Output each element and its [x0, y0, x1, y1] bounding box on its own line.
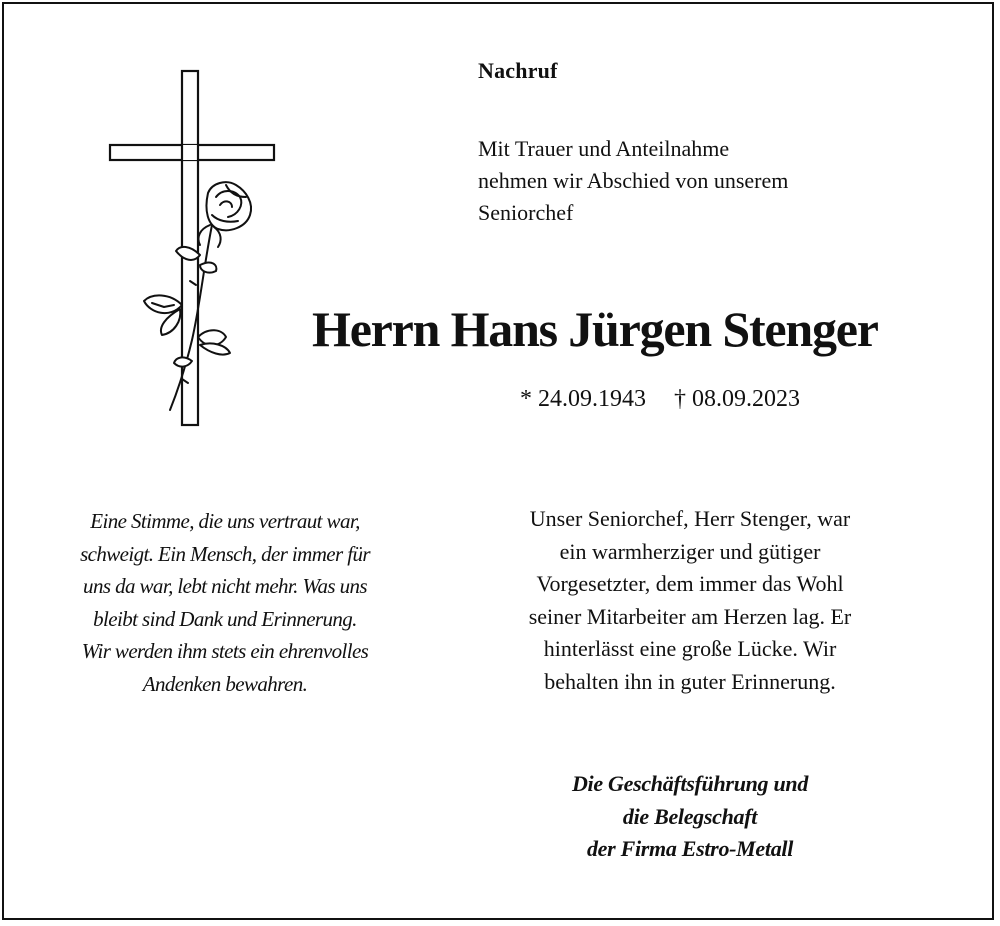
- poem-line: schweigt. Ein Mensch, der immer für: [80, 541, 370, 566]
- cross-with-rose-icon: [100, 65, 290, 435]
- tribute-line: hinterlässt eine große Lücke. Wir: [543, 636, 837, 661]
- life-dates: [520, 386, 800, 413]
- signature-block: [490, 768, 890, 866]
- intro-line: Mit Trauer und Anteilnahme: [478, 136, 730, 161]
- tribute-line: Vorgesetzter, dem immer das Wohl: [536, 571, 844, 596]
- poem-line: uns da war, lebt nicht mehr. Was uns: [83, 574, 367, 598]
- poem-line: Wir werden ihm stets ein ehrenvolles: [81, 639, 369, 663]
- poem-line: bleibt sind Dank und Erinnerung.: [93, 606, 357, 631]
- tribute-line: behalten ihn in guter Erinnerung.: [544, 668, 836, 694]
- tribute-line: ein warmherziger und gütiger: [559, 538, 821, 564]
- poem-line: Andenken bewahren.: [142, 671, 308, 696]
- intro-text: [478, 133, 858, 229]
- intro-line: Seniorchef: [478, 200, 574, 225]
- obituary-heading: Nachruf: [478, 58, 558, 83]
- birth-date: 24.09.1943: [538, 386, 646, 412]
- signature-line: der Firma Estro-Metall: [586, 836, 794, 861]
- death-symbol: †: [674, 386, 686, 412]
- deceased-name: Herrn Hans Jürgen Stenger: [312, 301, 878, 357]
- poem-line: Eine Stimme, die uns vertraut war,: [90, 509, 360, 533]
- signature-line: Die Geschäftsführung und: [571, 771, 809, 796]
- signature-line: die Belegschaft: [622, 803, 758, 829]
- intro-line: nehmen wir Abschied von unserem: [478, 168, 789, 193]
- death-date: 08.09.2023: [692, 386, 800, 412]
- birth-symbol: *: [520, 386, 532, 412]
- memorial-poem: [40, 505, 410, 700]
- tribute-line: Unser Seniorchef, Herr Stenger, war: [529, 506, 851, 531]
- tribute-line: seiner Mitarbeiter am Herzen lag. Er: [528, 603, 852, 629]
- tribute-text: [470, 503, 910, 698]
